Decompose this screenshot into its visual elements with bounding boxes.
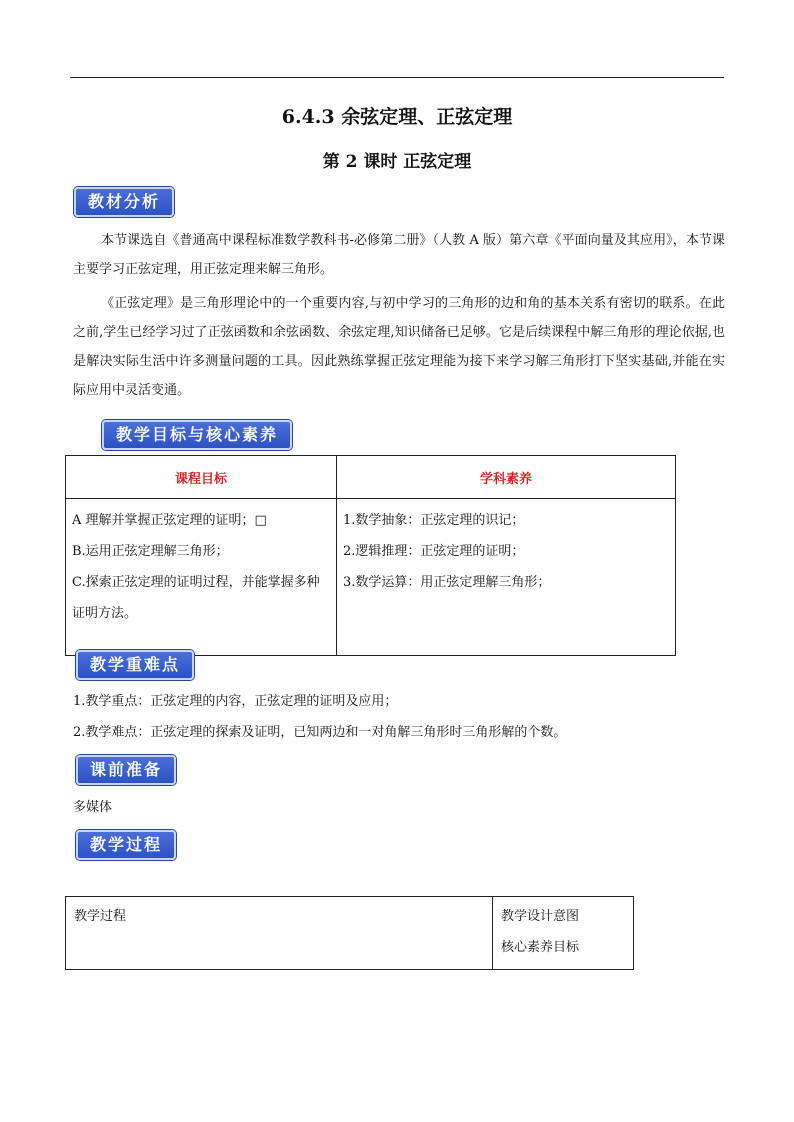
header-rule (70, 77, 724, 78)
section-badge-key-points: 教学重难点 (76, 650, 194, 680)
goals-header-literacy: 学科素养 (337, 456, 676, 499)
literacy-item: 3.数学运算：用正弦定理解三角形； (343, 575, 551, 590)
page-title: 6.4.3 余弦定理、正弦定理 (281, 106, 513, 128)
section-badge-preparation: 课前准备 (76, 755, 176, 785)
core-literacy-label: 核心素养目标 (501, 940, 580, 955)
preparation-text: 多媒体 (73, 800, 113, 815)
course-goal-item: C.探索正弦定理的证明过程，并能掌握多种证明方法。 (72, 575, 320, 621)
course-goals-cell (66, 499, 337, 656)
literacy-cell (337, 499, 676, 656)
analysis-paragraph-2: 《正弦定理》是三角形理论中的一个重要内容,与初中学习的三角形的边和角的基本关系有密切的联系。在此之前,学生已经学习过了正弦函数和余弦函数、余弦定理,知识储备已足够。它是后续课程中解三角形的理论依据,也是解决实际生活中许多测量问题的工具。因此熟练掌握正弦定理能为接下来学习解三角形打下坚实基础,并能在实际应用中灵活变通。 (73, 296, 725, 398)
course-goal-item: B.运用正弦定理解三角形； (72, 544, 229, 559)
section-badge-goals: 教学目标与核心素养 (102, 420, 292, 450)
process-table (65, 896, 634, 970)
process-cell: 教学过程 (66, 897, 493, 970)
design-intent-cell (493, 897, 634, 970)
design-intent-label: 教学设计意图 (501, 909, 580, 924)
analysis-paragraph-1: 本节课选自《普通高中课程标准数学教科书-必修第二册》（人教 A 版）第六章《平面向量及其应用》，本节课主要学习正弦定理，用正弦定理来解三角形。 (73, 233, 725, 277)
goals-header-course: 课程目标 (66, 456, 337, 499)
page-subtitle: 第 2 课时 正弦定理 (322, 152, 472, 172)
goals-table (65, 455, 676, 656)
key-point-1: 1.教学重点：正弦定理的内容，正弦定理的证明及应用； (73, 694, 398, 709)
course-goal-item: A 理解并掌握正弦定理的证明；□ (72, 513, 267, 528)
section-badge-process: 教学过程 (76, 830, 176, 860)
literacy-item: 1.数学抽象：正弦定理的识记； (343, 513, 525, 528)
literacy-item: 2.逻辑推理：正弦定理的证明； (343, 544, 525, 559)
key-point-2: 2.教学难点：正弦定理的探索及证明，已知两边和一对角解三角形时三角形解的个数。 (73, 725, 567, 740)
section-badge-analysis: 教材分析 (74, 187, 174, 217)
